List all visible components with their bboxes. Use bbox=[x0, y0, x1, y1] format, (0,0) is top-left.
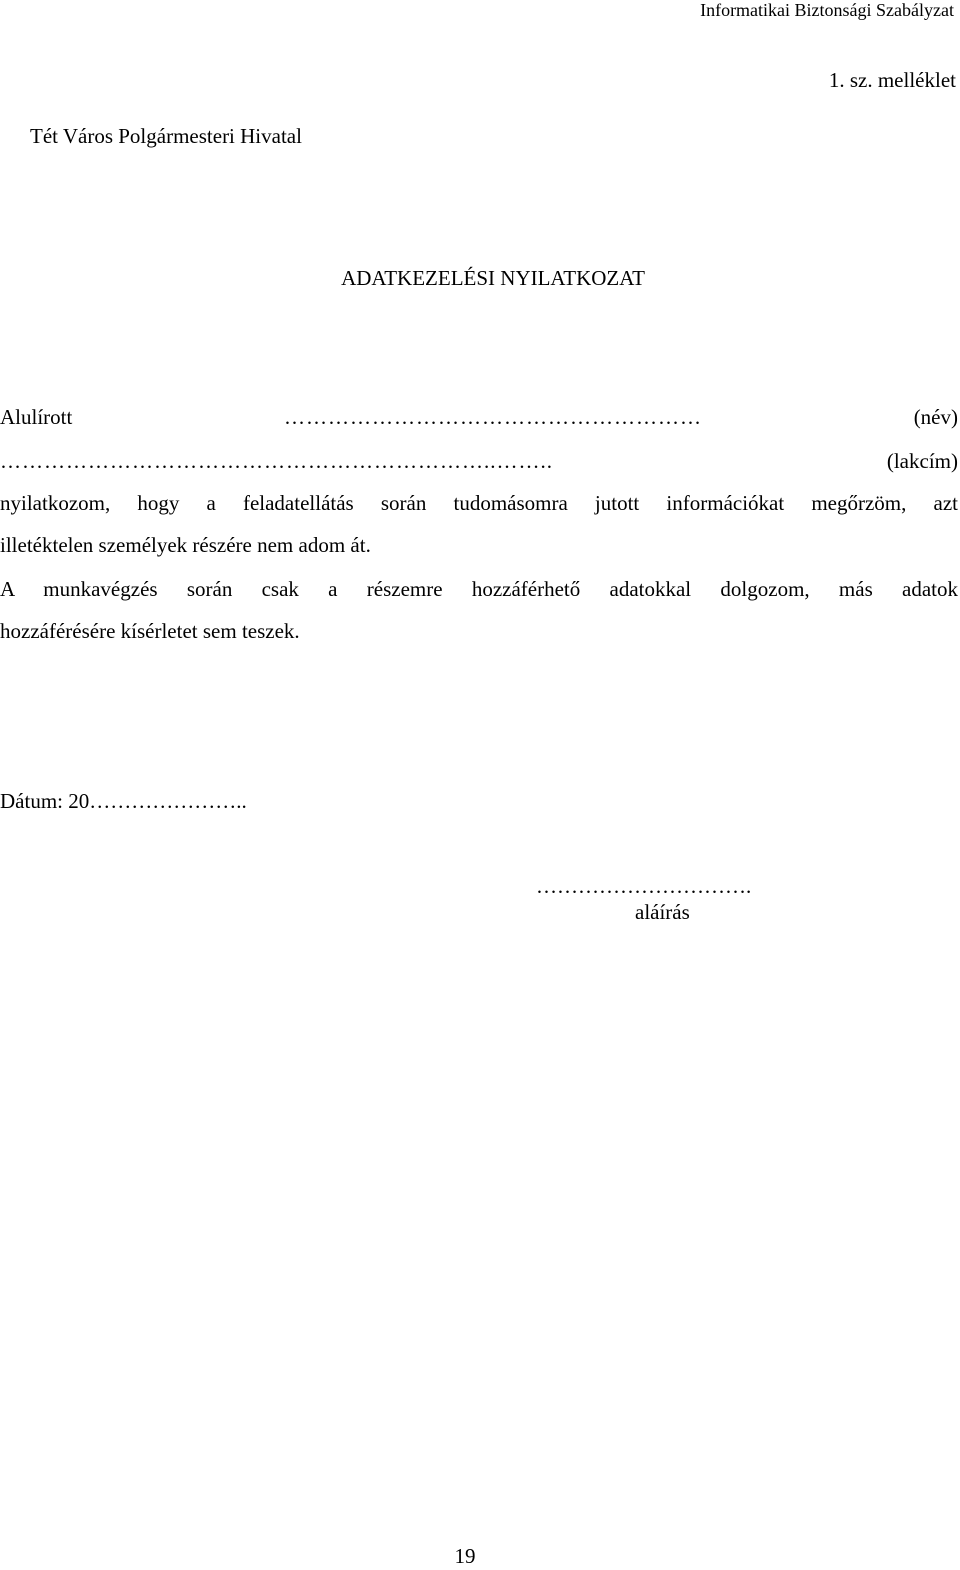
name-line bbox=[0, 405, 958, 430]
running-header: Informatikai Biztonsági Szabályzat bbox=[700, 0, 954, 20]
name-line-suffix: (név) bbox=[913, 405, 958, 429]
name-line-label: Alulírott bbox=[0, 405, 73, 429]
address-line bbox=[0, 449, 958, 474]
signature-label: aláírás bbox=[635, 900, 690, 924]
declaration-text-line: hozzáférésére kísérletet sem teszek. bbox=[0, 619, 300, 643]
address-fill-dots: …………………………………………………………..…….. bbox=[0, 449, 553, 473]
name-fill-dots: ………………………………………………… bbox=[284, 405, 703, 429]
page-number: 19 bbox=[454, 1544, 476, 1568]
declaration-text-line: nyilatkozom, hogy a feladatellátás során tudomásomra jutott információkat megőrzöm, azt bbox=[0, 491, 958, 515]
declaration-text-line: illetéktelen személyek részére nem adom át. bbox=[0, 533, 371, 557]
declaration-text-line: A munkavégzés során csak a részemre hozzáférhető adatokkal dolgozom, más adatok bbox=[0, 577, 958, 601]
form-title: ADATKEZELÉSI NYILATKOZAT bbox=[341, 266, 645, 290]
address-line-suffix: (lakcím) bbox=[886, 449, 958, 473]
signature-dots: …………………………. bbox=[536, 874, 752, 898]
office-name: Tét Város Polgármesteri Hivatal bbox=[30, 124, 302, 148]
annex-label: 1. sz. melléklet bbox=[828, 68, 956, 92]
date-line: Dátum: 20………………….. bbox=[0, 789, 247, 813]
